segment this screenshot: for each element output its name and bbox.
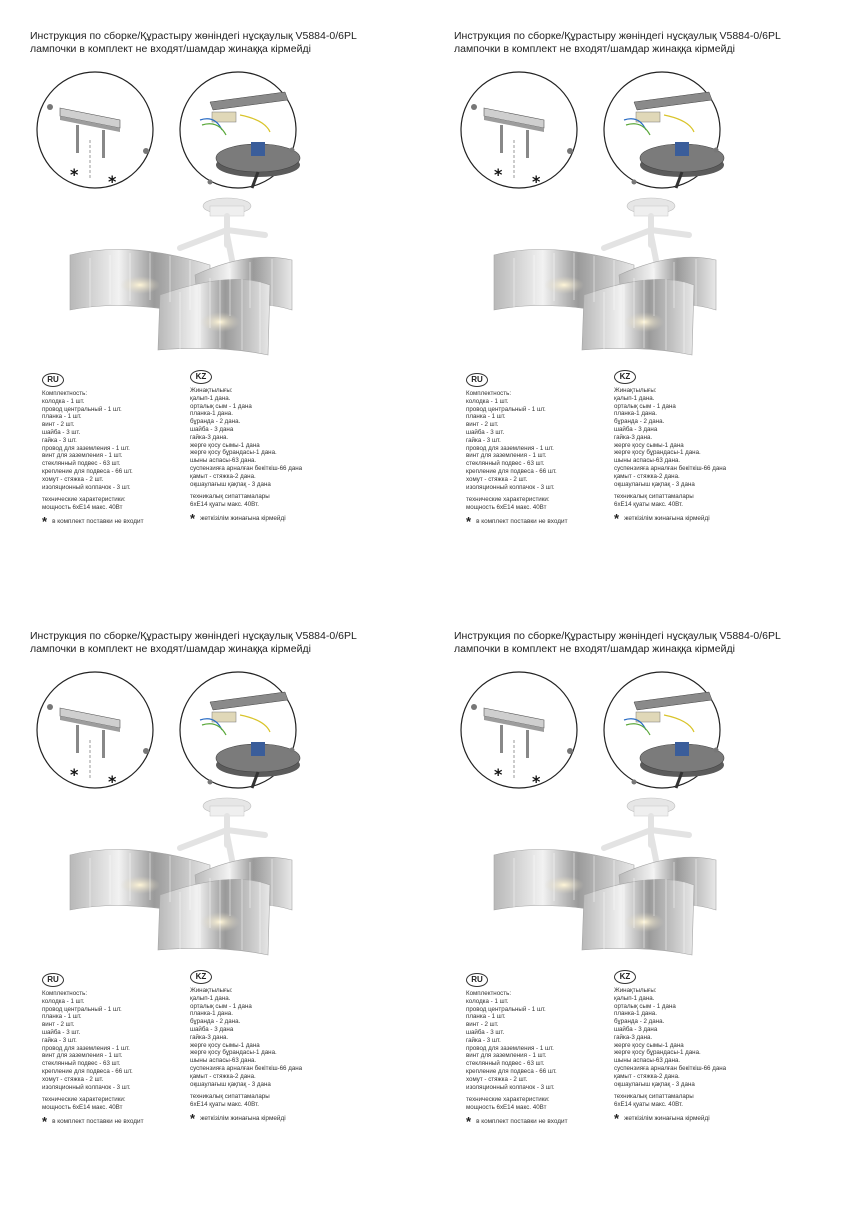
mounting-bracket-diagram (461, 672, 577, 791)
ru-heading: Комплектность: (466, 990, 512, 997)
instruction-panel-bottom-left (30, 630, 430, 1210)
kz-item: шайба - 3 дана (614, 425, 658, 433)
ru-item: винт - 2 шт. (466, 421, 499, 429)
ru-note-text: в комплект поставки не входит (476, 517, 568, 525)
kz-item: жерге қосу бұрандасы-1 дана. (614, 449, 701, 457)
kz-item: қалып-1 дана. (614, 394, 655, 402)
instruction-panel-bottom-right (454, 630, 848, 1210)
instruction-title (30, 30, 430, 56)
ru-item: гайка - 3 шт. (42, 1036, 77, 1044)
ru-item: шайба - 3 шт. (466, 428, 505, 436)
ru-spec-value: мощность 6хЕ14 макс. 40Вт (42, 504, 123, 512)
ru-item: колодка - 1 шт. (466, 997, 509, 1005)
ru-item: изоляционный колпачок - 3 шт. (42, 483, 131, 491)
wiring-diagram (604, 672, 724, 788)
kz-item: бұранда - 2 дана. (190, 418, 241, 426)
kz-note-text: жеткізілім жинағына кірмейді (200, 1114, 286, 1122)
kz-note (614, 1110, 804, 1126)
ru-spec-heading: технические характеристики: (42, 496, 126, 504)
ru-heading: Комплектность: (42, 390, 88, 397)
ru-item: планка - 1 шт. (466, 1013, 506, 1021)
ru-item: провод для заземления - 1 шт. (42, 1044, 130, 1052)
chandelier-illustration (494, 198, 716, 355)
kz-item: планка-1 дана. (190, 410, 233, 418)
kz-item: гайка-3 дана. (190, 433, 229, 441)
ru-item: планка - 1 шт. (466, 413, 506, 421)
assembly-illustration (30, 70, 430, 370)
kz-item: шыны аспасы-63 дана. (190, 1057, 257, 1065)
ru-item: шайба - 3 шт. (42, 1028, 81, 1036)
kz-item: жерге қосу бұрандасы-1 дана. (190, 449, 277, 457)
ru-item: провод для заземления - 1 шт. (466, 1044, 554, 1052)
ru-item: хомут - стяжка - 2 шт. (466, 475, 528, 483)
ru-badge: RU (466, 373, 488, 387)
ru-item: провод центральный - 1 шт. (466, 1005, 546, 1013)
ru-item: изоляционный колпачок - 3 шт. (466, 1083, 555, 1091)
ru-item: крепление для подвеса - 66 шт. (466, 1067, 557, 1075)
kz-item: гайка-3 дана. (614, 1033, 653, 1041)
kz-item: орталық сым - 1 дана (614, 1002, 676, 1010)
ru-item: винт для заземления - 1 шт. (42, 1052, 123, 1060)
kz-item: қалып-1 дана. (190, 994, 231, 1002)
ru-item: гайка - 3 шт. (466, 1036, 501, 1044)
asterisk-icon: * (532, 172, 541, 191)
kz-item: жерге қосу бұрандасы-1 дана. (614, 1049, 701, 1057)
asterisk-icon: * (190, 1110, 196, 1126)
kz-item: жерге қосу бұрандасы-1 дана. (190, 1049, 277, 1057)
ru-item: провод центральный - 1 шт. (466, 405, 546, 413)
title-line-1: Инструкция по сборке/Құрастыру жөніндегі нұсқаулық V5884-0/6PL (454, 30, 781, 42)
kz-item: бұранда - 2 дана. (190, 1018, 241, 1026)
ru-item: крепление для подвеса - 66 шт. (42, 467, 133, 475)
ru-spec-heading: технические характеристики: (466, 1096, 550, 1104)
kz-item: бұранда - 2 дана. (614, 1018, 665, 1026)
asterisk-icon: * (466, 513, 472, 529)
instruction-title (454, 30, 848, 56)
ru-item: винт - 2 шт. (42, 1021, 75, 1029)
ru-note-text: в комплект поставки не входит (52, 517, 144, 525)
kz-section (614, 370, 804, 526)
instruction-title (454, 630, 848, 656)
kz-spec-heading: техникалық сипаттамалары (614, 493, 694, 501)
kz-spec-value: 6хЕ14 қуаты макс. 40Вт. (190, 1101, 259, 1109)
wiring-diagram (180, 672, 300, 788)
asterisk-icon: * (190, 510, 196, 526)
kz-item: шыны аспасы-63 дана. (614, 1057, 681, 1065)
asterisk-icon: * (532, 772, 541, 791)
kz-section (190, 970, 380, 1126)
assembly-illustration (30, 670, 430, 970)
kz-spec-value: 6хЕ14 қуаты макс. 40Вт. (614, 1101, 683, 1109)
asterisk-icon: * (494, 165, 503, 184)
kz-item: жерге қосу сымы-1 дана (614, 441, 684, 449)
kz-item: орталық сым - 1 дана (614, 402, 676, 410)
kz-item: шайба - 3 дана (614, 1025, 658, 1033)
kz-item: планка-1 дана. (614, 410, 657, 418)
title-line-2: лампочки в комплект не входят/шамдар жинаққа кірмейді (30, 643, 311, 655)
ru-item: стеклянный подвес - 63 шт. (42, 460, 121, 468)
kz-spec-value: 6хЕ14 қуаты макс. 40Вт. (190, 501, 259, 509)
mounting-bracket-diagram (37, 672, 153, 791)
title-line-2: лампочки в комплект не входят/шамдар жинаққа кірмейді (454, 643, 735, 655)
ru-item: колодка - 1 шт. (466, 397, 509, 405)
instruction-title (30, 630, 430, 656)
ru-item: крепление для подвеса - 66 шт. (466, 467, 557, 475)
asterisk-icon: * (614, 1110, 620, 1126)
chandelier-illustration (70, 198, 292, 355)
ru-item: планка - 1 шт. (42, 413, 82, 421)
ru-item: гайка - 3 шт. (42, 436, 77, 444)
instruction-panel-top-right (454, 30, 848, 610)
kz-spec-heading: техникалық сипаттамалары (614, 1093, 694, 1101)
kz-item: планка-1 дана. (190, 1010, 233, 1018)
ru-item: провод для заземления - 1 шт. (466, 444, 554, 452)
title-line-1: Инструкция по сборке/Құрастыру жөніндегі нұсқаулық V5884-0/6PL (30, 630, 357, 642)
kz-badge: KZ (190, 370, 212, 384)
kz-item: шайба - 3 дана (190, 425, 234, 433)
title-line-2: лампочки в комплект не входят/шамдар жинаққа кірмейді (454, 43, 735, 55)
kz-item: оқшаулағыш қақпақ - 3 дана (614, 480, 695, 488)
ru-item: изоляционный колпачок - 3 шт. (466, 483, 555, 491)
ru-note-text: в комплект поставки не входит (476, 1117, 568, 1125)
ru-spec-value: мощность 6хЕ14 макс. 40Вт (466, 1104, 547, 1112)
kz-item: шыны аспасы-63 дана. (190, 457, 257, 465)
ru-spec-heading: технические характеристики: (466, 496, 550, 504)
kz-item: қамыт - стяжка-2 дана. (190, 1072, 256, 1080)
kz-heading: Жинақтылығы: (190, 387, 233, 394)
kz-item: суспензияға арналған бекіткіш-66 дана (614, 1064, 727, 1072)
asterisk-icon: * (466, 1113, 472, 1129)
kz-item: гайка-3 дана. (614, 433, 653, 441)
ru-item: хомут - стяжка - 2 шт. (42, 1075, 104, 1083)
kz-section (190, 370, 380, 526)
kz-note (190, 1110, 380, 1126)
ru-item: винт - 2 шт. (466, 1021, 499, 1029)
ru-spec-value: мощность 6хЕ14 макс. 40Вт (42, 1104, 123, 1112)
kz-note-text: жеткізілім жинағына кірмейді (624, 1114, 710, 1122)
kz-note-text: жеткізілім жинағына кірмейді (624, 514, 710, 522)
kz-section (614, 970, 804, 1126)
kz-item: жерге қосу сымы-1 дана (190, 1041, 260, 1049)
ru-item: колодка - 1 шт. (42, 397, 85, 405)
asterisk-icon: * (42, 513, 48, 529)
ru-item: провод для заземления - 1 шт. (42, 444, 130, 452)
asterisk-icon: * (70, 165, 79, 184)
ru-item: стеклянный подвес - 63 шт. (466, 1060, 545, 1068)
kz-spec-value: 6хЕ14 қуаты макс. 40Вт. (614, 501, 683, 509)
kz-item: оқшаулағыш қақпақ - 3 дана (190, 480, 271, 488)
mounting-bracket-diagram (37, 72, 153, 191)
ru-note-text: в комплект поставки не входит (52, 1117, 144, 1125)
ru-item: провод центральный - 1 шт. (42, 405, 122, 413)
kz-item: орталық сым - 1 дана (190, 1002, 252, 1010)
title-line-1: Инструкция по сборке/Құрастыру жөніндегі нұсқаулық V5884-0/6PL (454, 630, 781, 642)
kz-badge: KZ (190, 970, 212, 984)
kz-note (190, 510, 380, 526)
assembly-illustration (454, 70, 848, 370)
asterisk-icon: * (70, 765, 79, 784)
kz-badge: KZ (614, 370, 636, 384)
kz-item: қамыт - стяжка-2 дана. (190, 472, 256, 480)
wiring-diagram (604, 72, 724, 188)
ru-item: шайба - 3 шт. (466, 1028, 505, 1036)
ru-item: винт - 2 шт. (42, 421, 75, 429)
ru-spec-heading: технические характеристики: (42, 1096, 126, 1104)
kz-item: суспензияға арналған бекіткіш-66 дана (190, 464, 303, 472)
kz-item: гайка-3 дана. (190, 1033, 229, 1041)
asterisk-icon: * (108, 172, 117, 191)
ru-item: стеклянный подвес - 63 шт. (42, 1060, 121, 1068)
title-line-2: лампочки в комплект не входят/шамдар жинаққа кірмейді (30, 43, 311, 55)
asterisk-icon: * (42, 1113, 48, 1129)
asterisk-icon: * (494, 765, 503, 784)
kz-item: қамыт - стяжка-2 дана. (614, 1072, 680, 1080)
kz-item: планка-1 дана. (614, 1010, 657, 1018)
asterisk-icon: * (614, 510, 620, 526)
ru-item: гайка - 3 шт. (466, 436, 501, 444)
ru-badge: RU (466, 973, 488, 987)
kz-item: қамыт - стяжка-2 дана. (614, 472, 680, 480)
kz-item: оқшаулағыш қақпақ - 3 дана (614, 1080, 695, 1088)
kz-heading: Жинақтылығы: (614, 987, 657, 994)
kz-item: шайба - 3 дана (190, 1025, 234, 1033)
kz-heading: Жинақтылығы: (190, 987, 233, 994)
kz-note (614, 510, 804, 526)
kz-spec-heading: техникалық сипаттамалары (190, 493, 270, 501)
kz-item: оқшаулағыш қақпақ - 3 дана (190, 1080, 271, 1088)
chandelier-illustration (70, 798, 292, 955)
kz-item: шыны аспасы-63 дана. (614, 457, 681, 465)
kz-badge: KZ (614, 970, 636, 984)
ru-badge: RU (42, 373, 64, 387)
ru-item: крепление для подвеса - 66 шт. (42, 1067, 133, 1075)
assembly-illustration (454, 670, 848, 970)
ru-item: винт для заземления - 1 шт. (42, 452, 123, 460)
ru-heading: Комплектность: (466, 390, 512, 397)
ru-spec-value: мощность 6хЕ14 макс. 40Вт (466, 504, 547, 512)
ru-item: изоляционный колпачок - 3 шт. (42, 1083, 131, 1091)
title-line-1: Инструкция по сборке/Құрастыру жөніндегі нұсқаулық V5884-0/6PL (30, 30, 357, 42)
kz-item: жерге қосу сымы-1 дана (190, 441, 260, 449)
kz-item: жерге қосу сымы-1 дана (614, 1041, 684, 1049)
kz-item: суспензияға арналған бекіткіш-66 дана (190, 1064, 303, 1072)
ru-item: хомут - стяжка - 2 шт. (42, 475, 104, 483)
ru-item: шайба - 3 шт. (42, 428, 81, 436)
wiring-diagram (180, 72, 300, 188)
kz-item: бұранда - 2 дана. (614, 418, 665, 426)
kz-item: суспензияға арналған бекіткіш-66 дана (614, 464, 727, 472)
kz-item: қалып-1 дана. (614, 994, 655, 1002)
ru-item: провод центральный - 1 шт. (42, 1005, 122, 1013)
instruction-panel-top-left (30, 30, 430, 610)
ru-item: винт для заземления - 1 шт. (466, 1052, 547, 1060)
ru-item: хомут - стяжка - 2 шт. (466, 1075, 528, 1083)
ru-badge: RU (42, 973, 64, 987)
chandelier-illustration (494, 798, 716, 955)
kz-heading: Жинақтылығы: (614, 387, 657, 394)
ru-item: винт для заземления - 1 шт. (466, 452, 547, 460)
ru-item: колодка - 1 шт. (42, 997, 85, 1005)
kz-item: қалып-1 дана. (190, 394, 231, 402)
ru-item: планка - 1 шт. (42, 1013, 82, 1021)
kz-item: орталық сым - 1 дана (190, 402, 252, 410)
asterisk-icon: * (108, 772, 117, 791)
kz-note-text: жеткізілім жинағына кірмейді (200, 514, 286, 522)
kz-spec-heading: техникалық сипаттамалары (190, 1093, 270, 1101)
mounting-bracket-diagram (461, 72, 577, 191)
ru-item: стеклянный подвес - 63 шт. (466, 460, 545, 468)
ru-heading: Комплектность: (42, 990, 88, 997)
